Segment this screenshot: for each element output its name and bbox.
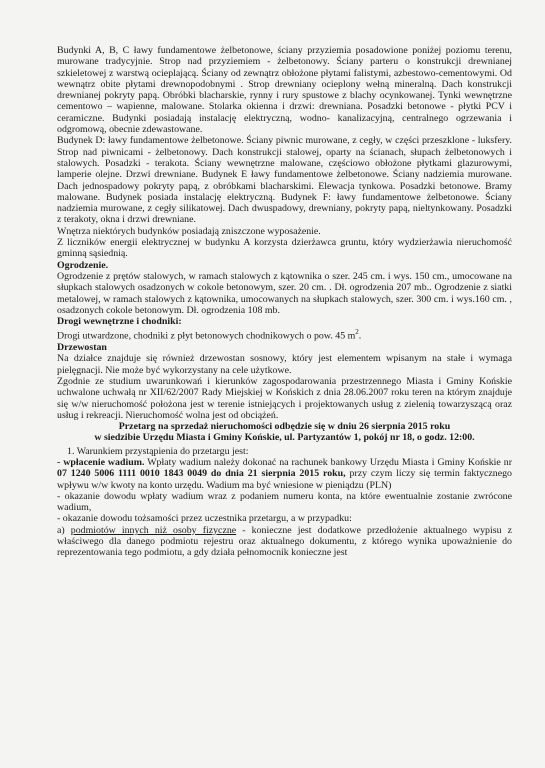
- heading-trees: Drzewostan: [57, 342, 107, 354]
- wadium-text: Wpłaty wadium należy dokonać na rachunek bankowy Urzędu Miasta i Gminy Końskie nr: [144, 456, 512, 468]
- list-item-proof-identity: - okazanie dowodu tożsamości przez uczestnika przetargu, a w przypadku:: [57, 513, 352, 525]
- heading-roads: Drogi wewnętrzne i chodniki:: [57, 316, 182, 328]
- paragraph-roads: [57, 327, 512, 342]
- list-item-wadium: [57, 457, 512, 491]
- roads-end: .: [358, 330, 362, 342]
- auction-location: w siedzibie Urzędu Miasta i Gminy Końskie, ul. Partyzantów 1, pokój nr 18, o godz. 12:00.: [94, 432, 475, 444]
- roads-sup: 2: [355, 328, 359, 337]
- paragraph-study: Zgodnie ze studium uwarunkowań i kierunków zagospodarowania przestrzennego Miasta i Gminy Końskie uchwalone uchwałą nr XII/62/2007 Rady Miejskiej w Końskich z dnia 28.06.2007 roku teren na którym znajduje się w/w nieruchomość położona jest w terenie istniejących i projektowanych usług z zielenią towarzyszącą oraz usług i rekreacji. Nieruchomość wolna jest od obciążeń.: [57, 375, 512, 421]
- list-item-proof-payment: - okazanie dowodu wpłaty wadium wraz z podaniem numeru konta, na które ewentualnie zostanie zwrócone wadium,: [57, 490, 512, 514]
- heading-fence: Ogrodzenie.: [57, 259, 109, 271]
- entities-prefix: a): [57, 524, 71, 536]
- paragraph-fence: Ogrodzenie z prętów stalowych, w ramach stalowych z kątownika o szer. 245 cm. i wys. 150 cm., umocowane na słupkach stalowych osadzonych w cokole betonowym, szer. 20 cm. . Dł. ogrodzenia 207 mb.. Ogrodzenie z siatki metalowej, w ramach stalowych z kątownika, umocowanych na słupkach stalowych, szer. 300 cm. i wys.160 cm. , osadzonych cokole betonowym. Dł. ogrodzenia 108 mb.: [57, 270, 512, 316]
- roads-text: Drogi utwardzone, chodniki z płyt betonowych chodnikowych o pow. 45 m: [57, 330, 356, 342]
- paragraph-buildings-abc: Budynki A, B, C ławy fundamentowe żelbetonowe, ściany przyziemia posadowione poniżej poziomu terenu, murowane tradycyjnie. Strop nad przyziemiem - żelbetonowy. Ściany parteru o konstrukcji drewnianej szkieletowej z warstwą ocieplającą. Ściany od zewnątrz obłożone płytami falistymi, azbestowo-cementowymi. Od wewnątrz obite płytami drewnopodobnymi . Strop drewniany ocieplony wełną mineralną. Dach konstrukcji drewnianej pokryty papą. Obróbki blacharskie, rynny i rury spustowe z blachy ocynkowanej. Tynki wewnętrzne cementowo – wapienne, malowane. Stolarka okienna i drzwi: drewniana. Posadzki betonowe - płytki PCV i ceramiczne. Budynki posiadają instalację elektryczną, wodno- kanalizacyjną, centralnego ogrzewania i odgromową, obecnie zdewastowane.: [57, 45, 512, 136]
- wadium-text-end: przy czym liczy się termin faktycznego wpływu w/w kwoty na konto urzędu. Wadium ma być wniesione w pieniądzu (PLN): [57, 468, 512, 491]
- entities-underlined: podmiotów innych niż osoby fizyczne: [70, 524, 237, 536]
- paragraph-interiors: Wnętrza niektórych budynków posiadają zniszczone wyposażenie.: [57, 225, 321, 237]
- paragraph-trees: Na działce znajduje się również drzewostan sosnowy, który jest elementem wpisanym na stałe i wymaga pielęgnacji. Nie może być wykorzystany na cele użytkowe.: [57, 353, 512, 376]
- list-item-entities: [57, 525, 512, 559]
- wadium-account: 07 1240 5006 1111 0010 1843 0049 do dnia 21 sierpnia 2015 roku,: [57, 468, 346, 480]
- paragraph-buildings-def: Budynek D: ławy fundamentowe żelbetonowe. Ściany piwnic murowane, z cegły, w części przeszklone - luksfery. Strop nad piwnicami - żelbetonowy. Dach konstrukcji stalowej, oparty na ścianach, słupach żelbetonowych i stalowych. Posadzki - terakota. Ściany wewnętrzne malowane, częściowo obłożone płytkami glazurowymi, lamperie olejne. Drzwi drewniane. Budynek E ławy fundamentowe żelbetonowe. Ściany nadziemia murowane. Dach jednospadowy pokryty papą, z obróbkami blacharskimi. Elewacja tynkowa. Posadzki betonowe. Bramy malowane. Budynek posiada instalację elektryczną. Budynek F: ławy fundamentowe żelbetonowe. Ściany nadziemia murowane, z cegły silikatowej. Dach dwuspadowy, drewniany, pokryty papą, nieltynkowany. Posadzki z terakoty, okna i drzwi drewniane.: [57, 135, 512, 226]
- list-item-condition: 1. Warunkiem przystąpienia do przetargu jest:: [67, 445, 249, 457]
- auction-title: Przetarg na sprzedaż nieruchomości odbędzie się w dniu 26 sierpnia 2015 roku: [118, 421, 451, 433]
- paragraph-meters: Z liczników energii elektrycznej w budynku A korzysta dzierżawca gruntu, który wydzierżawia nieruchomość gminną sąsiednią.: [57, 237, 512, 260]
- entities-text: - konieczne jest dodatkowe przedłożenie aktualnego wypisu z właściwego dla danego podmiotu rejestru oraz aktualnego dokumentu, z którego wynika upoważnienie do reprezentowania tego podmiotu, a gdy działa pełnomocnik konieczne jest: [57, 524, 512, 559]
- wadium-heading: - wpłacenie wadium.: [57, 456, 145, 468]
